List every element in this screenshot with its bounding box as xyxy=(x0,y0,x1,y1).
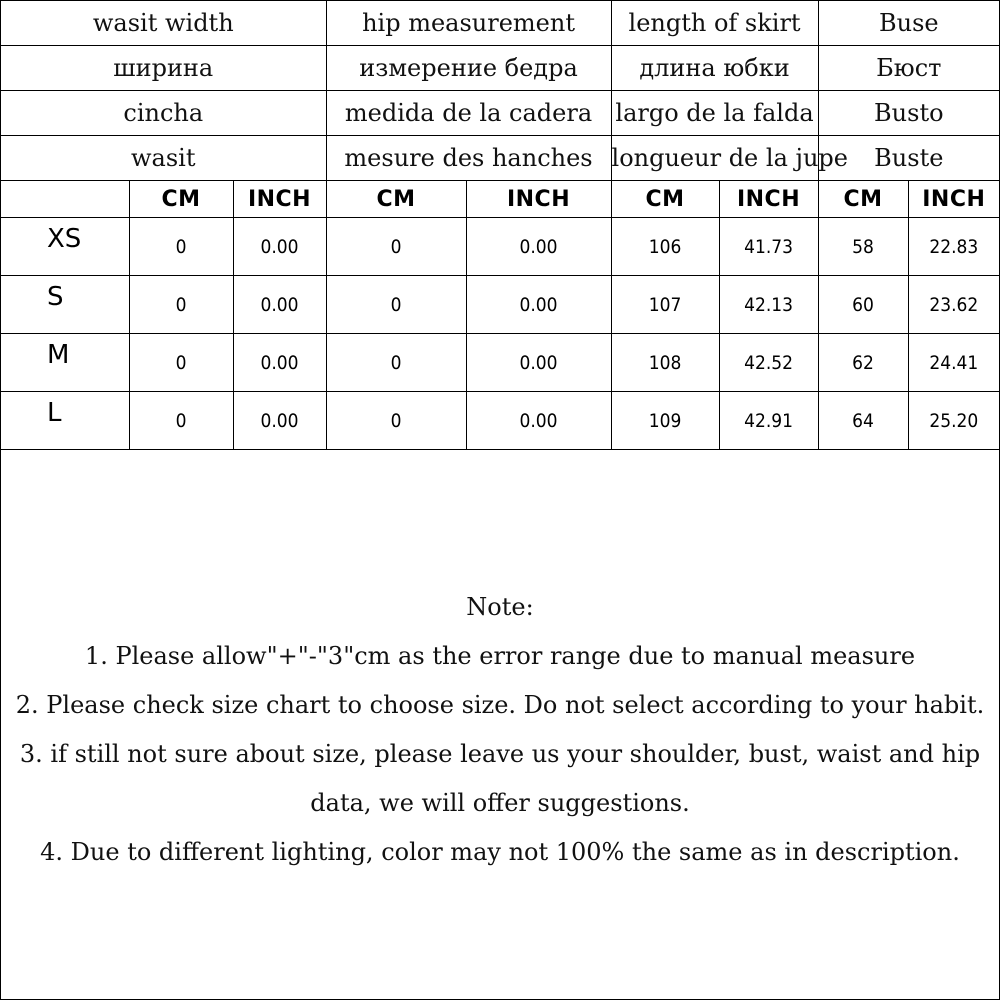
table-cell: 0 xyxy=(326,392,466,450)
unit-row xyxy=(1,181,999,218)
header-row-russian xyxy=(1,46,999,91)
waist-header: cincha xyxy=(1,91,326,136)
length-header: largo de la falda xyxy=(611,91,818,136)
bust-header: Busto xyxy=(818,91,999,136)
table-cell: 58 xyxy=(818,218,908,276)
notes-section xyxy=(1,588,999,882)
table-cell: 23.62 xyxy=(908,276,999,334)
hip-header: измерение бедра xyxy=(326,46,611,91)
table-cell: 22.83 xyxy=(908,218,999,276)
unit-label: CM xyxy=(129,181,233,218)
table-cell: 42.13 xyxy=(719,276,818,334)
note-line: 4. Due to different lighting, color may not 100% the same as in description. xyxy=(40,838,960,866)
table-cell: 0 xyxy=(129,218,233,276)
table-cell: 0 xyxy=(326,218,466,276)
waist-header: wasit width xyxy=(1,1,326,46)
length-header: длина юбки xyxy=(611,46,818,91)
table-row xyxy=(1,392,999,450)
table-cell: 0.00 xyxy=(233,392,326,450)
note-line: data, we will offer suggestions. xyxy=(310,789,690,817)
table-cell: 25.20 xyxy=(908,392,999,450)
table-cell: 0.00 xyxy=(466,218,611,276)
length-header: longueur de la jupe xyxy=(611,136,818,181)
table-cell: 64 xyxy=(818,392,908,450)
header-row-english xyxy=(1,1,999,46)
size-label xyxy=(1,218,129,276)
unit-label: INCH xyxy=(233,181,326,218)
table-cell: 41.73 xyxy=(719,218,818,276)
note-line: 3. if still not sure about size, please leave us your shoulder, bust, waist and hip xyxy=(19,740,981,768)
table-cell: 0.00 xyxy=(233,218,326,276)
table-cell: 0 xyxy=(129,392,233,450)
table-cell: 107 xyxy=(611,276,719,334)
hip-header: medida de la cadera xyxy=(326,91,611,136)
table-cell: 0 xyxy=(129,276,233,334)
table-cell: 62 xyxy=(818,334,908,392)
table-row xyxy=(1,334,999,392)
bust-header: Buste xyxy=(818,136,999,181)
table-cell: 60 xyxy=(818,276,908,334)
table-cell: 0.00 xyxy=(233,276,326,334)
table-cell: 108 xyxy=(611,334,719,392)
bust-header: Buse xyxy=(818,1,999,46)
table-cell: 0.00 xyxy=(466,392,611,450)
table-cell: 0 xyxy=(129,334,233,392)
size-label-text: L xyxy=(47,397,62,428)
table-cell: 42.52 xyxy=(719,334,818,392)
unit-label: CM xyxy=(611,181,719,218)
hip-header: mesure des hanches xyxy=(326,136,611,181)
table-cell: 0.00 xyxy=(466,276,611,334)
unit-label: INCH xyxy=(719,181,818,218)
table-cell: 42.91 xyxy=(719,392,818,450)
hip-header: hip measurement xyxy=(326,1,611,46)
size-label-text: M xyxy=(47,339,70,370)
size-chart-table xyxy=(1,1,999,450)
length-header: length of skirt xyxy=(611,1,818,46)
unit-label: CM xyxy=(818,181,908,218)
table-cell: 109 xyxy=(611,392,719,450)
size-label xyxy=(1,334,129,392)
bust-header: Бюст xyxy=(818,46,999,91)
header-row-french xyxy=(1,136,999,181)
table-row xyxy=(1,276,999,334)
size-label-text: S xyxy=(47,281,64,312)
waist-header: wasit xyxy=(1,136,326,181)
table-cell: 0.00 xyxy=(466,334,611,392)
notes-title: Note: xyxy=(466,593,534,621)
table-cell: 24.41 xyxy=(908,334,999,392)
note-line: 2. Please check size chart to choose size. Do not select according to your habit. xyxy=(15,691,985,719)
table-row xyxy=(1,218,999,276)
header-row-spanish xyxy=(1,91,999,136)
note-line: 1. Please allow"+"-"3"cm as the error range due to manual measure xyxy=(84,642,916,670)
unit-label: INCH xyxy=(466,181,611,218)
size-label xyxy=(1,392,129,450)
size-label xyxy=(1,276,129,334)
table-cell: 0 xyxy=(326,334,466,392)
table-cell: 0.00 xyxy=(233,334,326,392)
size-label-text: XS xyxy=(47,223,82,254)
waist-header: ширина xyxy=(1,46,326,91)
size-column-header xyxy=(1,181,129,218)
unit-label: CM xyxy=(326,181,466,218)
table-cell: 106 xyxy=(611,218,719,276)
unit-label: INCH xyxy=(908,181,999,218)
table-cell: 0 xyxy=(326,276,466,334)
